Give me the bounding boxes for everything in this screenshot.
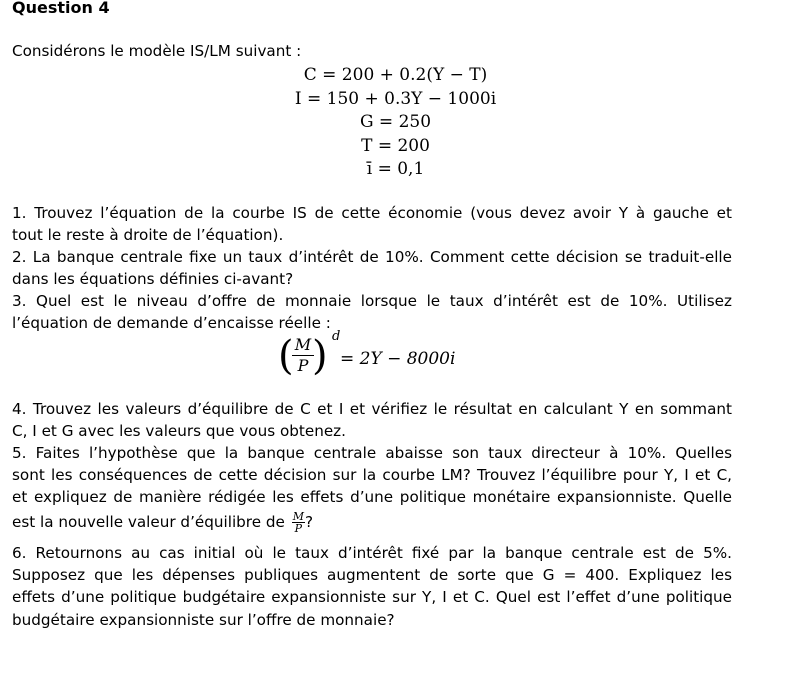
question-6-line: effets d’une politique budgétaire expansionniste sur Y, I et C. Quel est l’effet d’une politique	[12, 588, 732, 607]
question-5-line: 5. Faites l’hypothèse que la banque centrale abaisse son taux directeur à 10%. Quelles	[12, 444, 732, 462]
demand-rhs: = 2Y − 8000i	[340, 349, 456, 369]
question-4-line: C, I et G avec les valeurs que vous obtenez.	[12, 422, 346, 441]
question-6-line: Supposez que les dépenses publiques augmentent de sorte que G = 400. Expliquez les	[12, 566, 732, 585]
question-5-last-line	[12, 509, 732, 535]
equation-taxes: T = 200	[361, 136, 430, 156]
question-6-line: 6. Retournons au cas initial où le taux d’intérêt fixé par la banque centrale est de 5%.	[12, 544, 732, 562]
question-2-line: dans les équations définies ci-avant?	[12, 270, 294, 289]
equation-consumption: C = 200 + 0.2(Y − T)	[303, 65, 488, 85]
demand-denominator: P	[297, 356, 309, 375]
question-5-suffix: ?	[304, 512, 314, 531]
question-5-last-text: est la nouvelle valeur d’équilibre de	[12, 512, 285, 531]
money-demand-equation	[278, 329, 512, 385]
question-1-line: 1. Trouvez l’équation de la courbe IS de cette économie (vous devez avoir Y à gauche et	[12, 204, 732, 222]
question-2-line: 2. La banque centrale fixe un taux d’intérêt de 10%. Comment cette décision se traduit-elle	[12, 248, 732, 266]
question-5-line: sont les conséquences de cette décision sur la courbe LM? Trouvez l’équilibre pour Y, I et C,	[12, 466, 732, 485]
m-over-p-fraction	[292, 511, 305, 534]
demand-superscript: d	[332, 329, 341, 344]
question-6	[12, 542, 732, 631]
fraction-denominator: P	[294, 521, 303, 535]
question-4-line: 4. Trouvez les valeurs d’équilibre de C et I et vérifiez le résultat en calculant Y en sommant	[12, 400, 732, 418]
question-4	[12, 398, 732, 442]
question-3-line: l’équation de demande d’encaisse réelle :	[12, 314, 331, 333]
question-title: Question 4	[12, 0, 110, 17]
left-parenthesis: (	[278, 333, 294, 379]
question-5	[12, 442, 732, 535]
question-3	[12, 290, 732, 334]
question-3-line: 3. Quel est le niveau d’offre de monnaie lorsque le taux d’intérêt est de 10%. Utilisez	[12, 292, 732, 310]
question-1	[12, 202, 732, 246]
intro-text: Considérons le modèle IS/LM suivant :	[12, 42, 302, 60]
question-1-line: tout le reste à droite de l’équation).	[12, 226, 284, 245]
equation-government: G = 250	[359, 112, 432, 132]
question-5-line: et expliquez de manière rédigée les effets d’une politique monétaire expansionniste. Quelle	[12, 488, 732, 507]
equation-investment: I = 150 + 0.3Y − 1000i	[294, 89, 497, 109]
right-parenthesis: )	[312, 333, 328, 379]
question-2	[12, 246, 732, 290]
equation-interest-rate: ī = 0,1	[366, 159, 425, 179]
question-6-line: budgétaire expansionniste sur l’offre de monnaie?	[12, 610, 395, 629]
fraction-numerator: M	[292, 509, 304, 523]
demand-numerator: M	[292, 335, 314, 356]
